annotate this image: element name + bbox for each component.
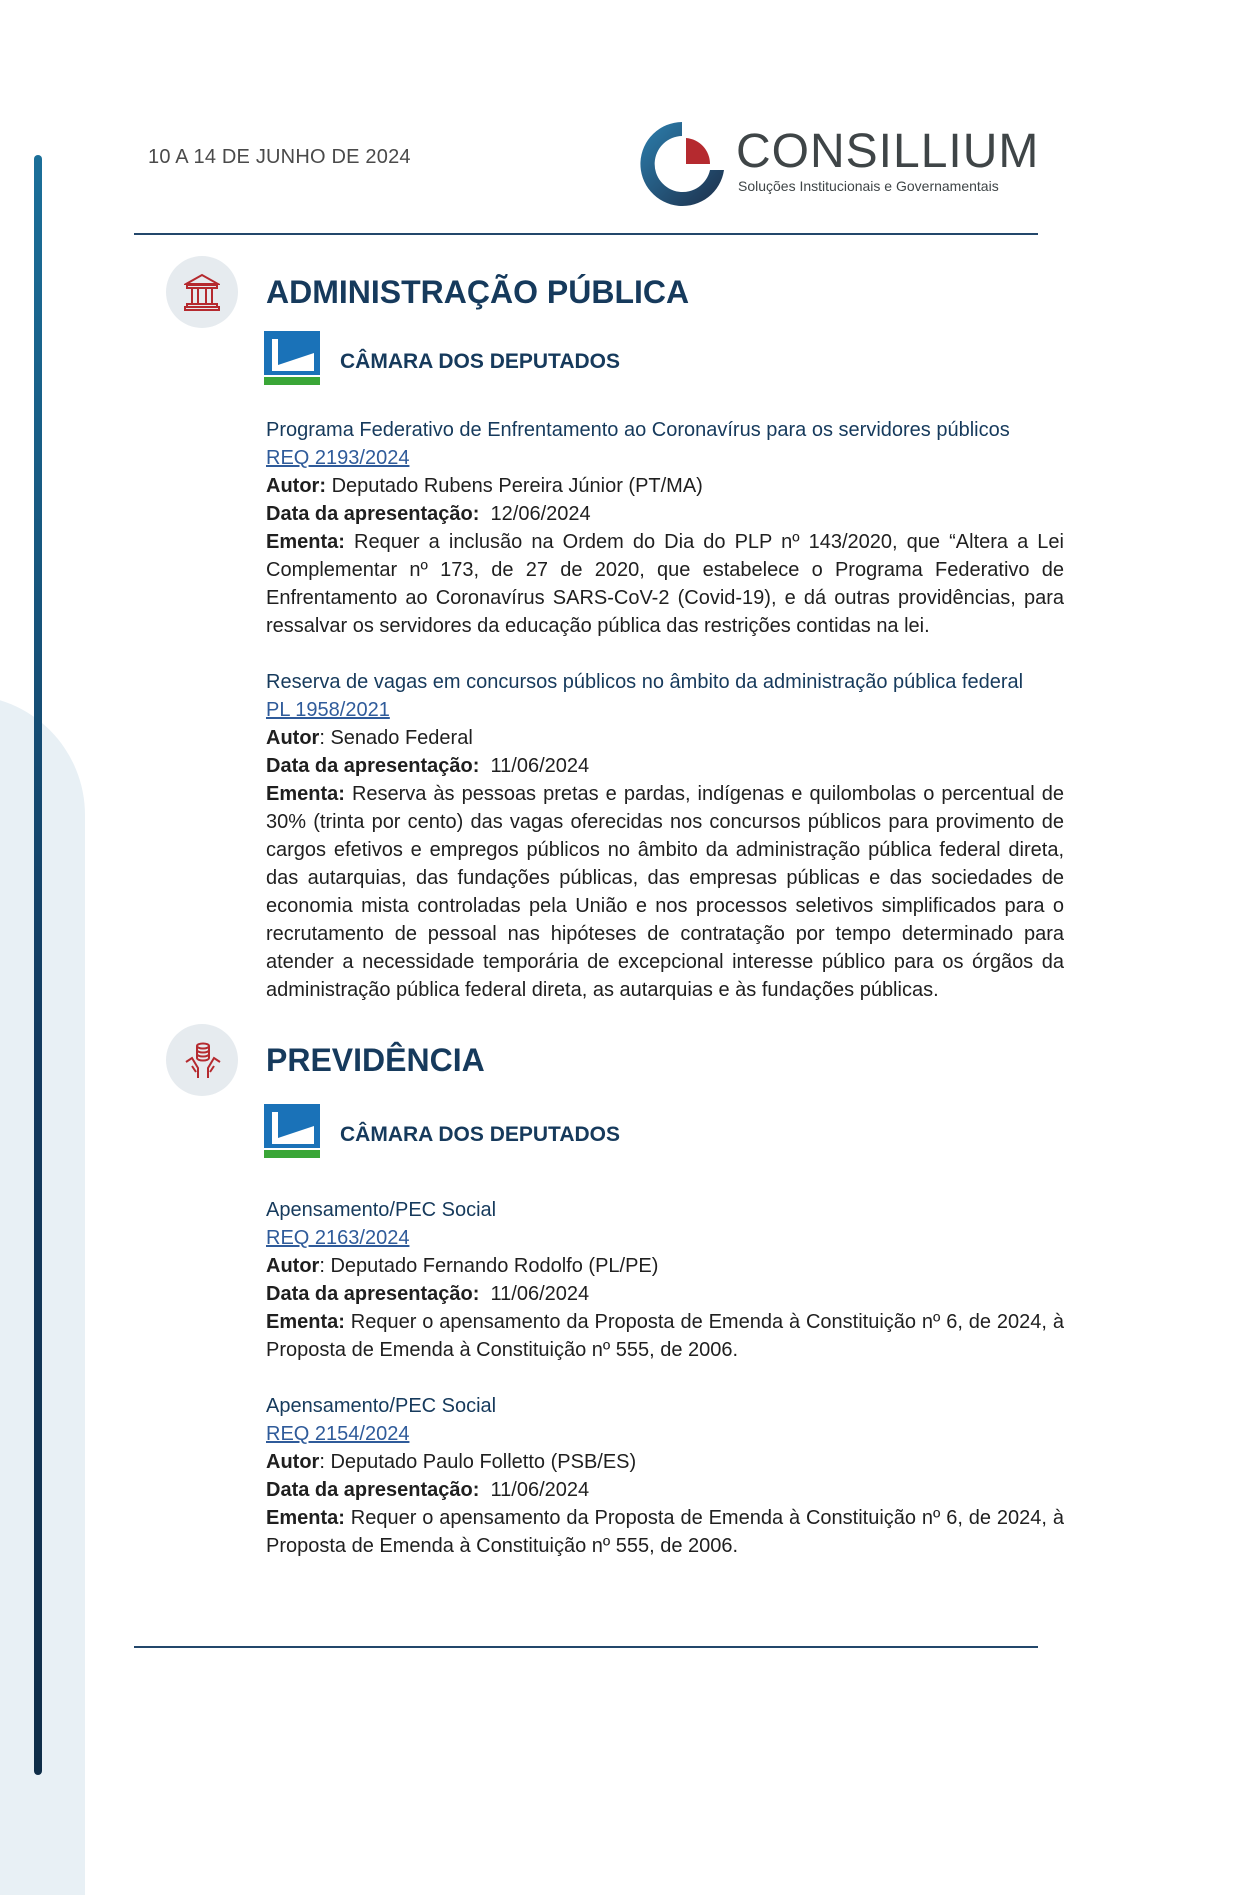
section-title: PREVIDÊNCIA [266,1042,485,1078]
entry-author: Autor: Deputado Fernando Rodolfo (PL/PE) [266,1255,659,1277]
org-title: CÂMARA DOS DEPUTADOS [340,1123,621,1146]
section-header-administracao [166,256,1046,328]
entry-ementa [266,528,1064,640]
entry-reference-link[interactable]: REQ 2163/2024 [266,1227,410,1249]
author-value: Deputado Fernando Rodolfo (PL/PE) [330,1255,659,1277]
logo-tagline: Soluções Institucionais e Governamentais [738,178,999,194]
ementa-label: Ementa: [266,1311,345,1333]
camara-logo-icon [264,1104,320,1160]
entry-ementa [266,780,1064,1004]
entry-title: Apensamento/PEC Social [266,1199,497,1221]
hands-coins-icon [184,1040,222,1080]
section-icon-badge [166,1024,238,1096]
org-header [264,331,864,387]
entry-title: Apensamento/PEC Social [266,1395,497,1417]
author-value: Senado Federal [330,727,473,749]
entry-date [266,500,1064,528]
bottom-divider [134,1646,1038,1648]
legislative-entry [266,1196,1064,1364]
section-header-previdencia [166,1024,1046,1096]
consillium-logo [636,118,1046,210]
camara-logo-icon [264,331,320,387]
entry-ementa [266,1308,1064,1364]
report-date: 10 A 14 DE JUNHO DE 2024 [148,146,411,168]
date-label: Data da apresentação: [266,1479,480,1501]
ementa-label: Ementa: [266,531,345,553]
ementa-label: Ementa: [266,783,345,805]
author-label: Autor [266,1255,320,1277]
entry-date [266,752,1064,780]
section-title: ADMINISTRAÇÃO PÚBLICA [266,274,690,310]
ementa-value: Requer o apensamento da Proposta de Emenda à Constituição nº 6, de 2024, à Proposta de Emenda à Constituição nº 555, de 2006. [266,1311,1064,1361]
entry-reference-link[interactable]: PL 1958/2021 [266,699,390,721]
entry-date [266,1280,1064,1308]
section-icon-badge [166,256,238,328]
org-title: CÂMARA DOS DEPUTADOS [340,350,621,373]
ementa-label: Ementa: [266,1507,345,1529]
author-label: Autor [266,475,320,497]
date-value: 11/06/2024 [490,1479,590,1501]
author-value: Deputado Paulo Folletto (PSB/ES) [330,1451,637,1473]
date-value: 11/06/2024 [490,1283,590,1305]
legislative-entry [266,1392,1064,1560]
date-value: 12/06/2024 [490,503,591,525]
entry-reference-link[interactable]: REQ 2154/2024 [266,1423,410,1445]
ementa-value: Requer o apensamento da Proposta de Emenda à Constituição nº 6, de 2024, à Proposta de Emenda à Constituição nº 555, de 2006. [266,1507,1064,1557]
date-value: 11/06/2024 [490,755,590,777]
legislative-entry [266,416,1064,640]
ementa-value: Requer a inclusão na Ordem do Dia do PLP nº 143/2020, que “Altera a Lei Complementar nº 173, de 27 de 2020, que estabelece o Programa Federativo de Enfrentamento ao Coronavírus SARS-CoV-2 (Covid-19), e dá outras providências, para ressalvar os servidores da educação pública das restrições contidas na lei. [266,531,1064,637]
author-value: Deputado Rubens Pereira Júnior (PT/MA) [331,475,703,497]
top-divider [134,233,1038,235]
entry-author: Autor: Deputado Rubens Pereira Júnior (PT/MA) [266,475,703,497]
government-building-icon [184,272,220,312]
background-curve [0,695,85,1895]
ementa-value: Reserva às pessoas pretas e pardas, indígenas e quilombolas o percentual de 30% (trinta por cento) das vagas oferecidas nos concursos públicos para provimento de cargos efetivos e empregos públicos no âmbito da administração pública federal direta, das autarquias, das fundações públicas, das empresas públicas e das sociedades de economia mista controladas pela União e nos processos seletivos simplificados para o recrutamento de pessoal nas hipóteses de contratação por tempo determinado para atender a necessidade temporária de excepcional interesse público para os órgãos da administração pública federal direta, as autarquias e às fundações públicas. [266,783,1064,1001]
entry-author: Autor: Deputado Paulo Folletto (PSB/ES) [266,1451,637,1473]
date-label: Data da apresentação: [266,503,480,525]
entry-reference-link[interactable]: REQ 2193/2024 [266,447,410,469]
org-header [264,1104,864,1160]
entry-author: Autor: Senado Federal [266,727,473,749]
entry-title: Programa Federativo de Enfrentamento ao Coronavírus para os servidores públicos [266,419,1010,441]
consillium-logo-mark-icon [636,118,728,210]
legislative-entry [266,668,1064,1004]
entry-ementa [266,1504,1064,1560]
entry-date [266,1476,1064,1504]
date-label: Data da apresentação: [266,755,480,777]
entry-title: Reserva de vagas em concursos públicos no âmbito da administração pública federal [266,671,1024,693]
logo-name: CONSILLIUM [736,125,1040,178]
date-label: Data da apresentação: [266,1283,480,1305]
author-label: Autor [266,727,320,749]
side-accent-bar [34,155,42,1775]
author-label: Autor [266,1451,320,1473]
